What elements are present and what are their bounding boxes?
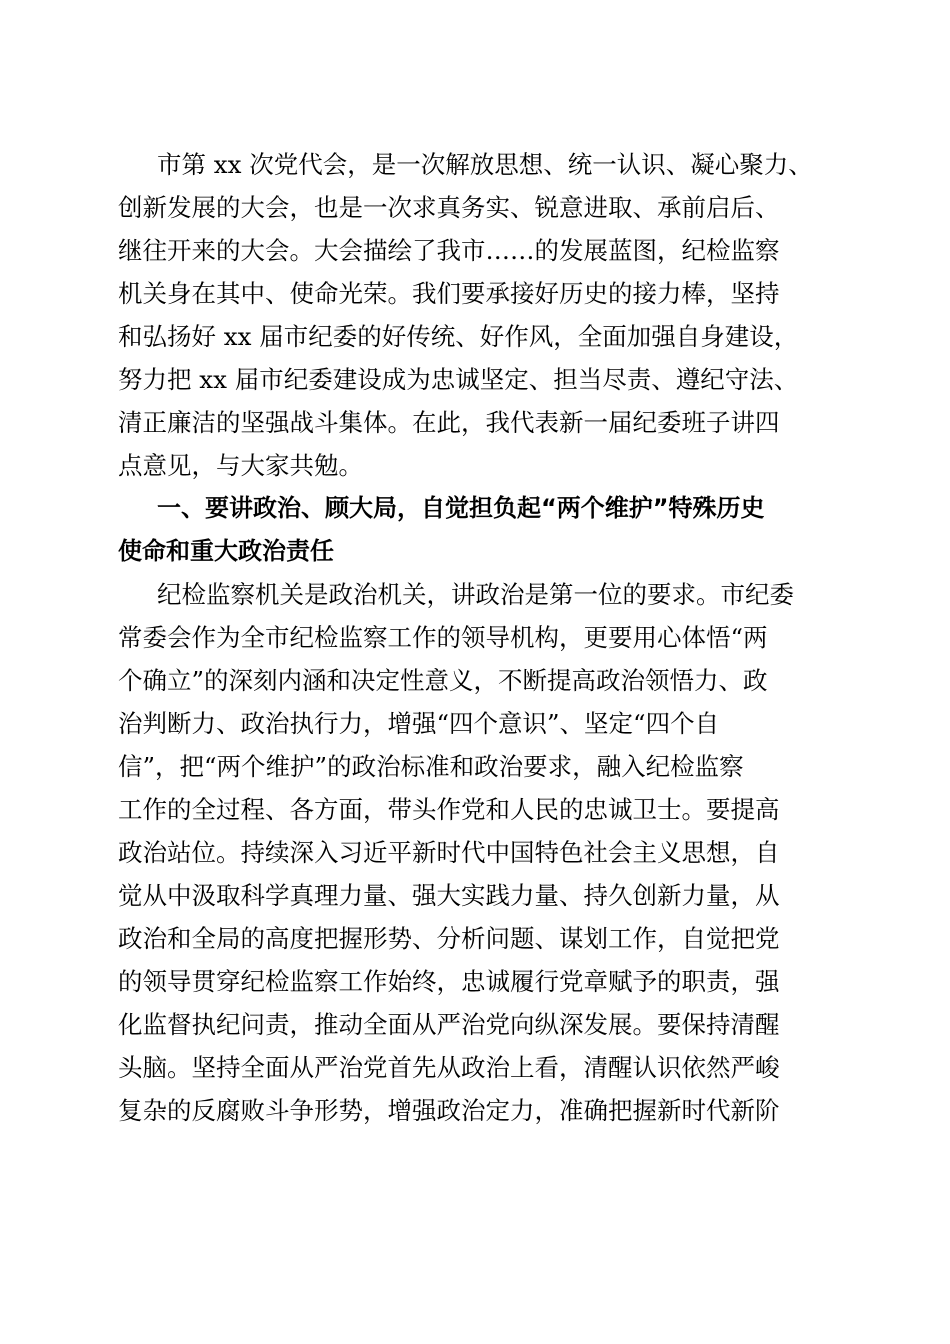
text-line: 政治站位。持续深入习近平新时代中国特色社会主义思想，自 <box>118 838 780 867</box>
text-line: 工作的全过程、各方面，带头作党和人民的忠诚卫士。要提高 <box>118 795 780 824</box>
document-body <box>118 143 833 1132</box>
text-line: 化监督执纪问责，推动全面从严治党向纵深发展。要保持清醒 <box>118 1010 780 1039</box>
body-paragraph <box>118 573 833 1132</box>
text-line: 和弘扬好 xx 届市纪委的好传统、好作风，全面加强自身建设， <box>118 322 799 351</box>
text-line: 头脑。坚持全面从严治党首先从政治上看，清醒认识依然严峻 <box>118 1053 780 1082</box>
heading-line: 一、要讲政治、顾大局，自觉担负起“两个维护”特殊历史 <box>157 494 765 522</box>
text-line: 治判断力、政治执行力，增强“四个意识”、坚定“四个自 <box>118 709 720 738</box>
text-line: 觉从中汲取科学真理力量、强大实践力量、持久创新力量，从 <box>118 881 780 910</box>
text-line: 市第 xx 次党代会，是一次解放思想、统一认识、凝心聚力、 <box>157 150 813 179</box>
text-line: 清正廉洁的坚强战斗集体。在此，我代表新一届纪委班子讲四 <box>118 408 780 437</box>
section-heading <box>118 487 833 573</box>
text-line: 创新发展的大会，也是一次求真务实、锐意进取、承前启后、 <box>118 193 780 222</box>
text-line: 机关身在其中、使命光荣。我们要承接好历史的接力棒，坚持 <box>118 279 780 308</box>
intro-paragraph <box>118 143 833 487</box>
text-line: 继往开来的大会。大会描绘了我市……的发展蓝图，纪检监察 <box>118 236 780 265</box>
text-line: 复杂的反腐败斗争形势，增强政治定力，准确把握新时代新阶 <box>118 1096 780 1125</box>
text-line: 政治和全局的高度把握形势、分析问题、谋划工作，自觉把党 <box>118 924 780 953</box>
text-line: 点意见，与大家共勉。 <box>118 451 363 480</box>
text-line: 信”，把“两个维护”的政治标准和政治要求，融入纪检监察 <box>118 752 744 781</box>
heading-line: 使命和重大政治责任 <box>118 537 334 565</box>
text-line: 努力把 xx 届市纪委建设成为忠诚坚定、担当尽责、遵纪守法、 <box>118 365 799 394</box>
text-line: 的领导贯穿纪检监察工作始终，忠诚履行党章赋予的职责，强 <box>118 967 780 996</box>
text-line: 常委会作为全市纪检监察工作的领导机构，更要用心体悟“两 <box>118 623 768 652</box>
text-line: 纪检监察机关是政治机关，讲政治是第一位的要求。市纪委 <box>157 580 794 609</box>
text-line: 个确立”的深刻内涵和决定性意义，不断提高政治领悟力、政 <box>118 666 768 695</box>
